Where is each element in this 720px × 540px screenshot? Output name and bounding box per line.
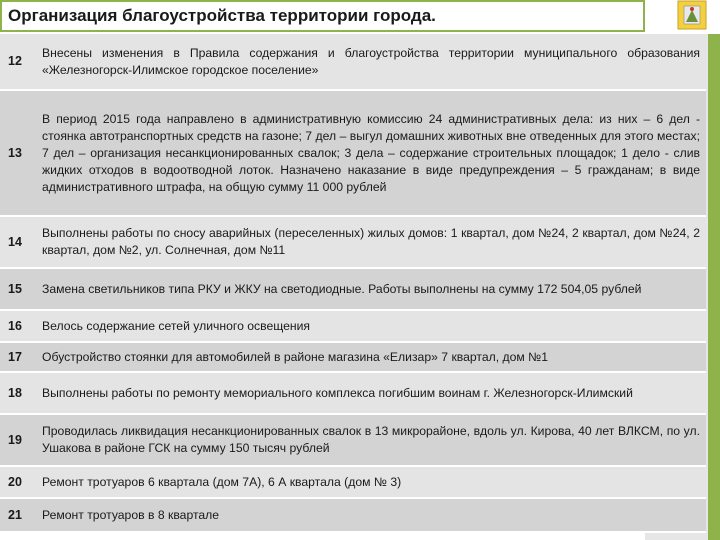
row-text: Внесены изменения в Правила содержания и благоустройства территории муниципального образования «Железногорск-Илимское городское поселение» — [38, 34, 706, 90]
title-bar — [0, 0, 645, 32]
events-table — [0, 34, 706, 533]
table-row — [0, 414, 706, 466]
row-number: 18 — [0, 372, 38, 414]
row-number: 16 — [0, 310, 38, 342]
table-row — [0, 498, 706, 532]
row-text: Велось содержание сетей уличного освещения — [38, 310, 706, 342]
row-number: 17 — [0, 342, 38, 372]
row-text: Обустройство стоянки для автомобилей в районе магазина «Елизар» 7 квартал, дом №1 — [38, 342, 706, 372]
table-row — [0, 268, 706, 310]
row-number: 13 — [0, 90, 38, 216]
row-text: Выполнены работы по сносу аварийных (переселенных) жилых домов: 1 квартал, дом №24, 2 квартал, дом №24, 2 квартал, дом №2, ул. Солнечная, дом №11 — [38, 216, 706, 268]
table-row — [0, 90, 706, 216]
row-text: Выполнены работы по ремонту мемориального комплекса погибшим воинам г. Железногорск-Илимский — [38, 372, 706, 414]
table-row — [0, 466, 706, 498]
row-number: 20 — [0, 466, 38, 498]
emblem-icon — [672, 0, 720, 30]
row-text: Ремонт тротуаров в 8 квартале — [38, 498, 706, 532]
row-number: 15 — [0, 268, 38, 310]
row-text: Ремонт тротуаров 6 квартала (дом 7А), 6 А квартала (дом № 3) — [38, 466, 706, 498]
accent-bar — [708, 34, 720, 540]
row-text: Замена светильников типа РКУ и ЖКУ на светодиодные. Работы выполнены на сумму 172 504,05 рублей — [38, 268, 706, 310]
table-row — [0, 342, 706, 372]
row-text: В период 2015 года направлено в административную комиссию 24 административных дела: из них – 6 дел - стоянка автотранспортных средств на газоне; 7 дел – выгул домашних животных вне отведенных для этого местах; 7 дел – организация несанкционированных свалок; 3 дела – содержание строительных площадок; 1 дело - слив жидких отходов в водоотводной лоток. Назначено наказание в виде предупреждения – 5 гражданам; в виде административного штрафа, на общую сумму 11 000 рублей — [38, 90, 706, 216]
table-row — [0, 216, 706, 268]
row-number: 14 — [0, 216, 38, 268]
table-row — [0, 372, 706, 414]
row-number: 19 — [0, 414, 38, 466]
row-number: 12 — [0, 34, 38, 90]
row-text: Проводилась ликвидация несанкционированных свалок в 13 микрорайоне, вдоль ул. Кирова, 40 лет ВЛКСМ, по ул. Ушакова в районе ГСК на сумму 150 тысяч рублей — [38, 414, 706, 466]
logo — [672, 0, 720, 30]
page-title: Организация благоустройства территории города. — [8, 6, 436, 25]
table-row — [0, 34, 706, 90]
table-row — [0, 310, 706, 342]
row-number: 21 — [0, 498, 38, 532]
